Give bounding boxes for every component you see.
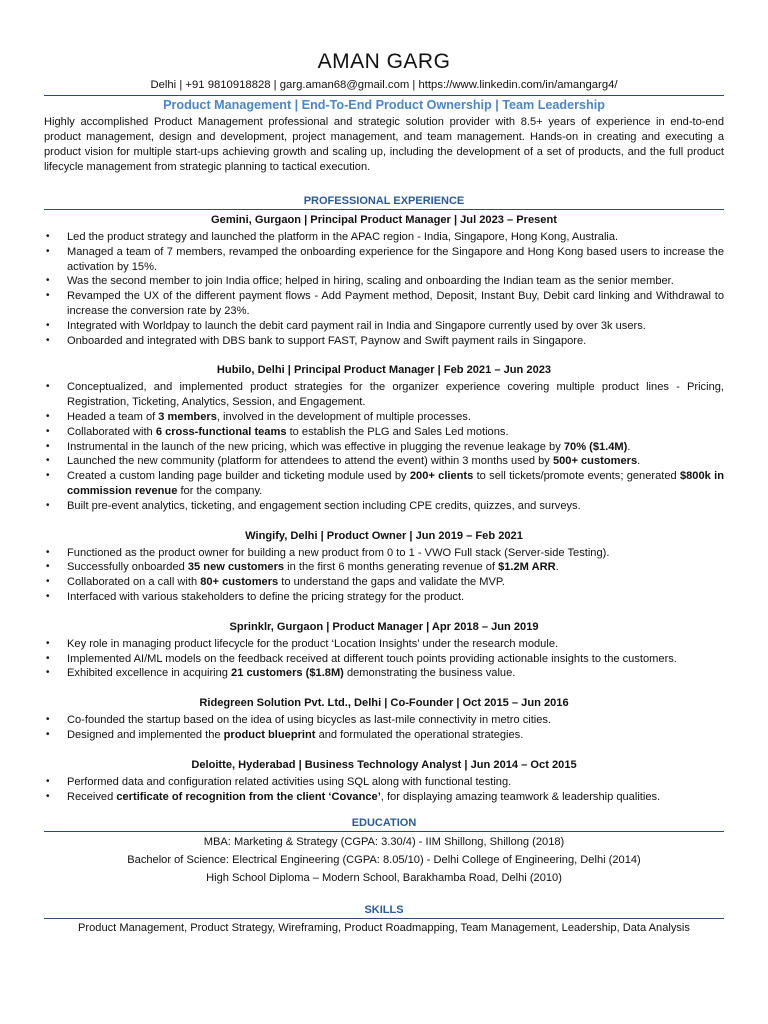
experience-divider <box>44 209 724 210</box>
job-bullet <box>44 666 724 681</box>
bullet-text: Co-founded the startup based on the idea of using bicycles as last-mile connectivity in metro cities. <box>67 714 552 727</box>
job-heading: Wingify, Delhi | Product Owner | Jun 2019 – Feb 2021 <box>245 529 523 542</box>
job-bullet-list <box>44 637 724 681</box>
bullet-highlight: 35 new customers <box>187 561 285 574</box>
bullet-text: Received <box>67 790 117 803</box>
education-divider <box>44 831 724 832</box>
job-bullet <box>44 499 724 514</box>
contact-line: Delhi | +91 9810918828 | garg.aman68@gmail.com | https://www.linkedin.com/in/amangarg4/ <box>150 79 618 91</box>
bullet-text: Headed a team of <box>67 410 159 423</box>
bullet-text: Interfaced with various stakeholders to define the pricing strategy for the product. <box>67 590 465 603</box>
job-bullet <box>44 425 724 440</box>
bullet-highlight: 6 cross-functional teams <box>155 425 287 438</box>
job-bullet-list <box>44 380 724 513</box>
job-heading: Deloitte, Hyderabad | Business Technology Analyst | Jun 2014 – Oct 2015 <box>191 758 577 771</box>
bullet-text: demonstrating the business value. <box>343 667 516 680</box>
bullet-text: Built pre-event analytics, ticketing, and engagement section including CPE credits, quizzes, and surveys. <box>67 499 581 512</box>
job-bullet <box>44 469 724 499</box>
job-bullet-list <box>44 713 724 743</box>
section-title-experience: PROFESSIONAL EXPERIENCE <box>303 195 465 207</box>
tagline: Product Management | End-To-End Product Ownership | Team Leadership <box>163 98 605 112</box>
bullet-text: Revamped the UX of the different payment flows - Add Payment method, Deposit, Instant Buy, Debit card linking and Withdrawal to increase the conversion rate by 23%. <box>67 290 724 317</box>
bullet-text: Designed and implemented the <box>67 728 224 741</box>
job-bullet <box>44 652 724 667</box>
summary-paragraph: Highly accomplished Product Management professional and strategic solution provider with 8.5+ years of experience in end-to-end product management, design and development, project management, and team management. Hands-on in creating and executing a product vision for multiple start-ups achieving growth and scaling up, including the development of a set of products, and the full product lifecycle management from strategic planning to tactical execution. <box>44 116 724 173</box>
experience-list <box>44 213 724 804</box>
bullet-text: in the first 6 months generating revenue of <box>284 561 499 574</box>
bullet-text: Functioned as the product owner for building a new product from 0 to 1 - VWO Full stack (Server-side Testing). <box>67 546 610 559</box>
bullet-text: Integrated with Worldpay to launch the debit card payment rail in India and Singapore currently used by over 3k users. <box>67 319 646 332</box>
header-divider <box>44 95 724 96</box>
bullet-text: . <box>637 455 641 468</box>
bullet-highlight: 80+ customers <box>200 576 279 589</box>
job-heading: Sprinklr, Gurgaon | Product Manager | Apr 2018 – Jun 2019 <box>229 620 539 633</box>
education-entry: High School Diploma – Modern School, Barakhamba Road, Delhi (2010) <box>206 872 562 885</box>
job-bullet <box>44 380 724 410</box>
job-bullet <box>44 334 724 349</box>
job-bullet <box>44 575 724 590</box>
bullet-highlight: 3 members <box>158 410 217 423</box>
bullet-text: , for displaying amazing teamwork & leadership qualities. <box>380 790 661 803</box>
job-bullet <box>44 637 724 652</box>
bullet-text: Onboarded and integrated with DBS bank to support FAST, Paynow and Swift payment rails in Singapore. <box>67 334 587 347</box>
job-block <box>44 696 724 743</box>
bullet-text: to sell tickets/promote events; generated <box>473 470 680 483</box>
job-bullet <box>44 590 724 605</box>
job-bullet <box>44 319 724 334</box>
bullet-text: to establish the PLG and Sales Led motions. <box>286 425 509 438</box>
job-bullet <box>44 230 724 245</box>
job-heading: Ridegreen Solution Pvt. Ltd., Delhi | Co-Founder | Oct 2015 – Jun 2016 <box>199 697 569 710</box>
bullet-text: Collaborated on a call with <box>67 576 201 589</box>
bullet-text: Instrumental in the launch of the new pricing, which was effective in plugging the revenue leakage by <box>67 440 564 453</box>
bullet-text: . <box>555 561 559 574</box>
job-bullet <box>44 560 724 575</box>
bullet-text: Was the second member to join India office; helped in hiring, scaling and onboarding the Indian team as the senior member. <box>67 275 674 288</box>
job-block <box>44 529 724 605</box>
bullet-text: , involved in the development of multiple processes. <box>216 410 471 423</box>
job-block <box>44 213 724 348</box>
job-bullet <box>44 728 724 743</box>
job-block <box>44 620 724 681</box>
skills-list: Product Management, Product Strategy, Wireframing, Product Roadmapping, Team Management, Leadership, Data Analysis <box>78 922 690 935</box>
job-bullet <box>44 289 724 319</box>
job-bullet <box>44 775 724 790</box>
bullet-highlight: 500+ customers <box>552 455 638 468</box>
bullet-highlight: 21 customers ($1.8M) <box>231 667 344 680</box>
job-bullet-list <box>44 775 724 805</box>
bullet-highlight: product blueprint <box>223 728 316 741</box>
job-bullet <box>44 454 724 469</box>
bullet-text: . <box>627 440 631 453</box>
bullet-text: Key role in managing product lifecycle for the product ‘Location Insights’ under the research module. <box>67 637 559 650</box>
bullet-text: Managed a team of 7 members, revamped the onboarding experience for the Singapore and Hong Kong based users to increase the activation by 15%. <box>67 245 724 273</box>
bullet-text: for the company. <box>177 484 263 497</box>
bullet-highlight: certificate of recognition from the client ‘Covance’ <box>116 790 381 803</box>
candidate-name: AMAN GARG <box>317 50 451 73</box>
bullet-highlight: $800k in commission revenue <box>67 470 724 497</box>
bullet-text: Collaborated with <box>67 425 156 438</box>
job-bullet <box>44 274 724 289</box>
job-bullet <box>44 440 724 455</box>
job-bullet <box>44 410 724 425</box>
education-list <box>44 833 724 887</box>
section-title-education: EDUCATION <box>351 817 417 830</box>
job-bullet-list <box>44 546 724 605</box>
bullet-text: Performed data and configuration related activities using SQL along with functional testing. <box>67 775 512 788</box>
job-bullet <box>44 245 724 275</box>
job-heading: Hubilo, Delhi | Principal Product Manager | Feb 2021 – Jun 2023 <box>216 364 552 377</box>
bullet-text: Conceptualized, and implemented product strategies for the organizer experience covering multiple product lines - Pricing, Registration, Ticketing, Analytics, Session, and Engagement. <box>67 381 724 409</box>
education-entry: Bachelor of Science: Electrical Engineering (CGPA: 8.05/10) - Delhi College of Engineering, Delhi (2014) <box>127 854 641 867</box>
bullet-text: to understand the gaps and validate the MVP. <box>278 576 505 589</box>
job-bullet <box>44 790 724 805</box>
bullet-highlight: 200+ clients <box>409 470 474 483</box>
bullet-text: Created a custom landing page builder and ticketing module used by <box>67 470 410 483</box>
bullet-text: Successfully onboarded <box>67 561 188 574</box>
job-bullet <box>44 713 724 728</box>
bullet-text: Launched the new community (platform for attendees to attend the event) within 3 months used by <box>67 455 553 468</box>
section-title-skills: SKILLS <box>364 904 404 917</box>
bullet-highlight: $1.2M ARR <box>498 561 556 574</box>
education-entry: MBA: Marketing & Strategy (CGPA: 3.30/4) - IIM Shillong, Shillong (2018) <box>203 836 565 849</box>
bullet-highlight: 70% ($1.4M) <box>563 440 628 453</box>
bullet-text: Implemented AI/ML models on the feedback received at different touch points providing actionable insights to the customers. <box>67 652 677 665</box>
job-block <box>44 363 724 513</box>
job-block <box>44 758 724 805</box>
bullet-text: Exhibited excellence in acquiring <box>67 667 232 680</box>
job-heading: Gemini, Gurgaon | Principal Product Manager | Jul 2023 – Present <box>211 214 557 226</box>
bullet-text: and formulated the operational strategies. <box>315 728 524 741</box>
job-bullet-list <box>44 230 724 348</box>
bullet-text: Led the product strategy and launched the platform in the APAC region - India, Singapore, Hong Kong, Australia. <box>67 231 619 243</box>
job-bullet <box>44 546 724 561</box>
skills-divider <box>44 918 724 919</box>
